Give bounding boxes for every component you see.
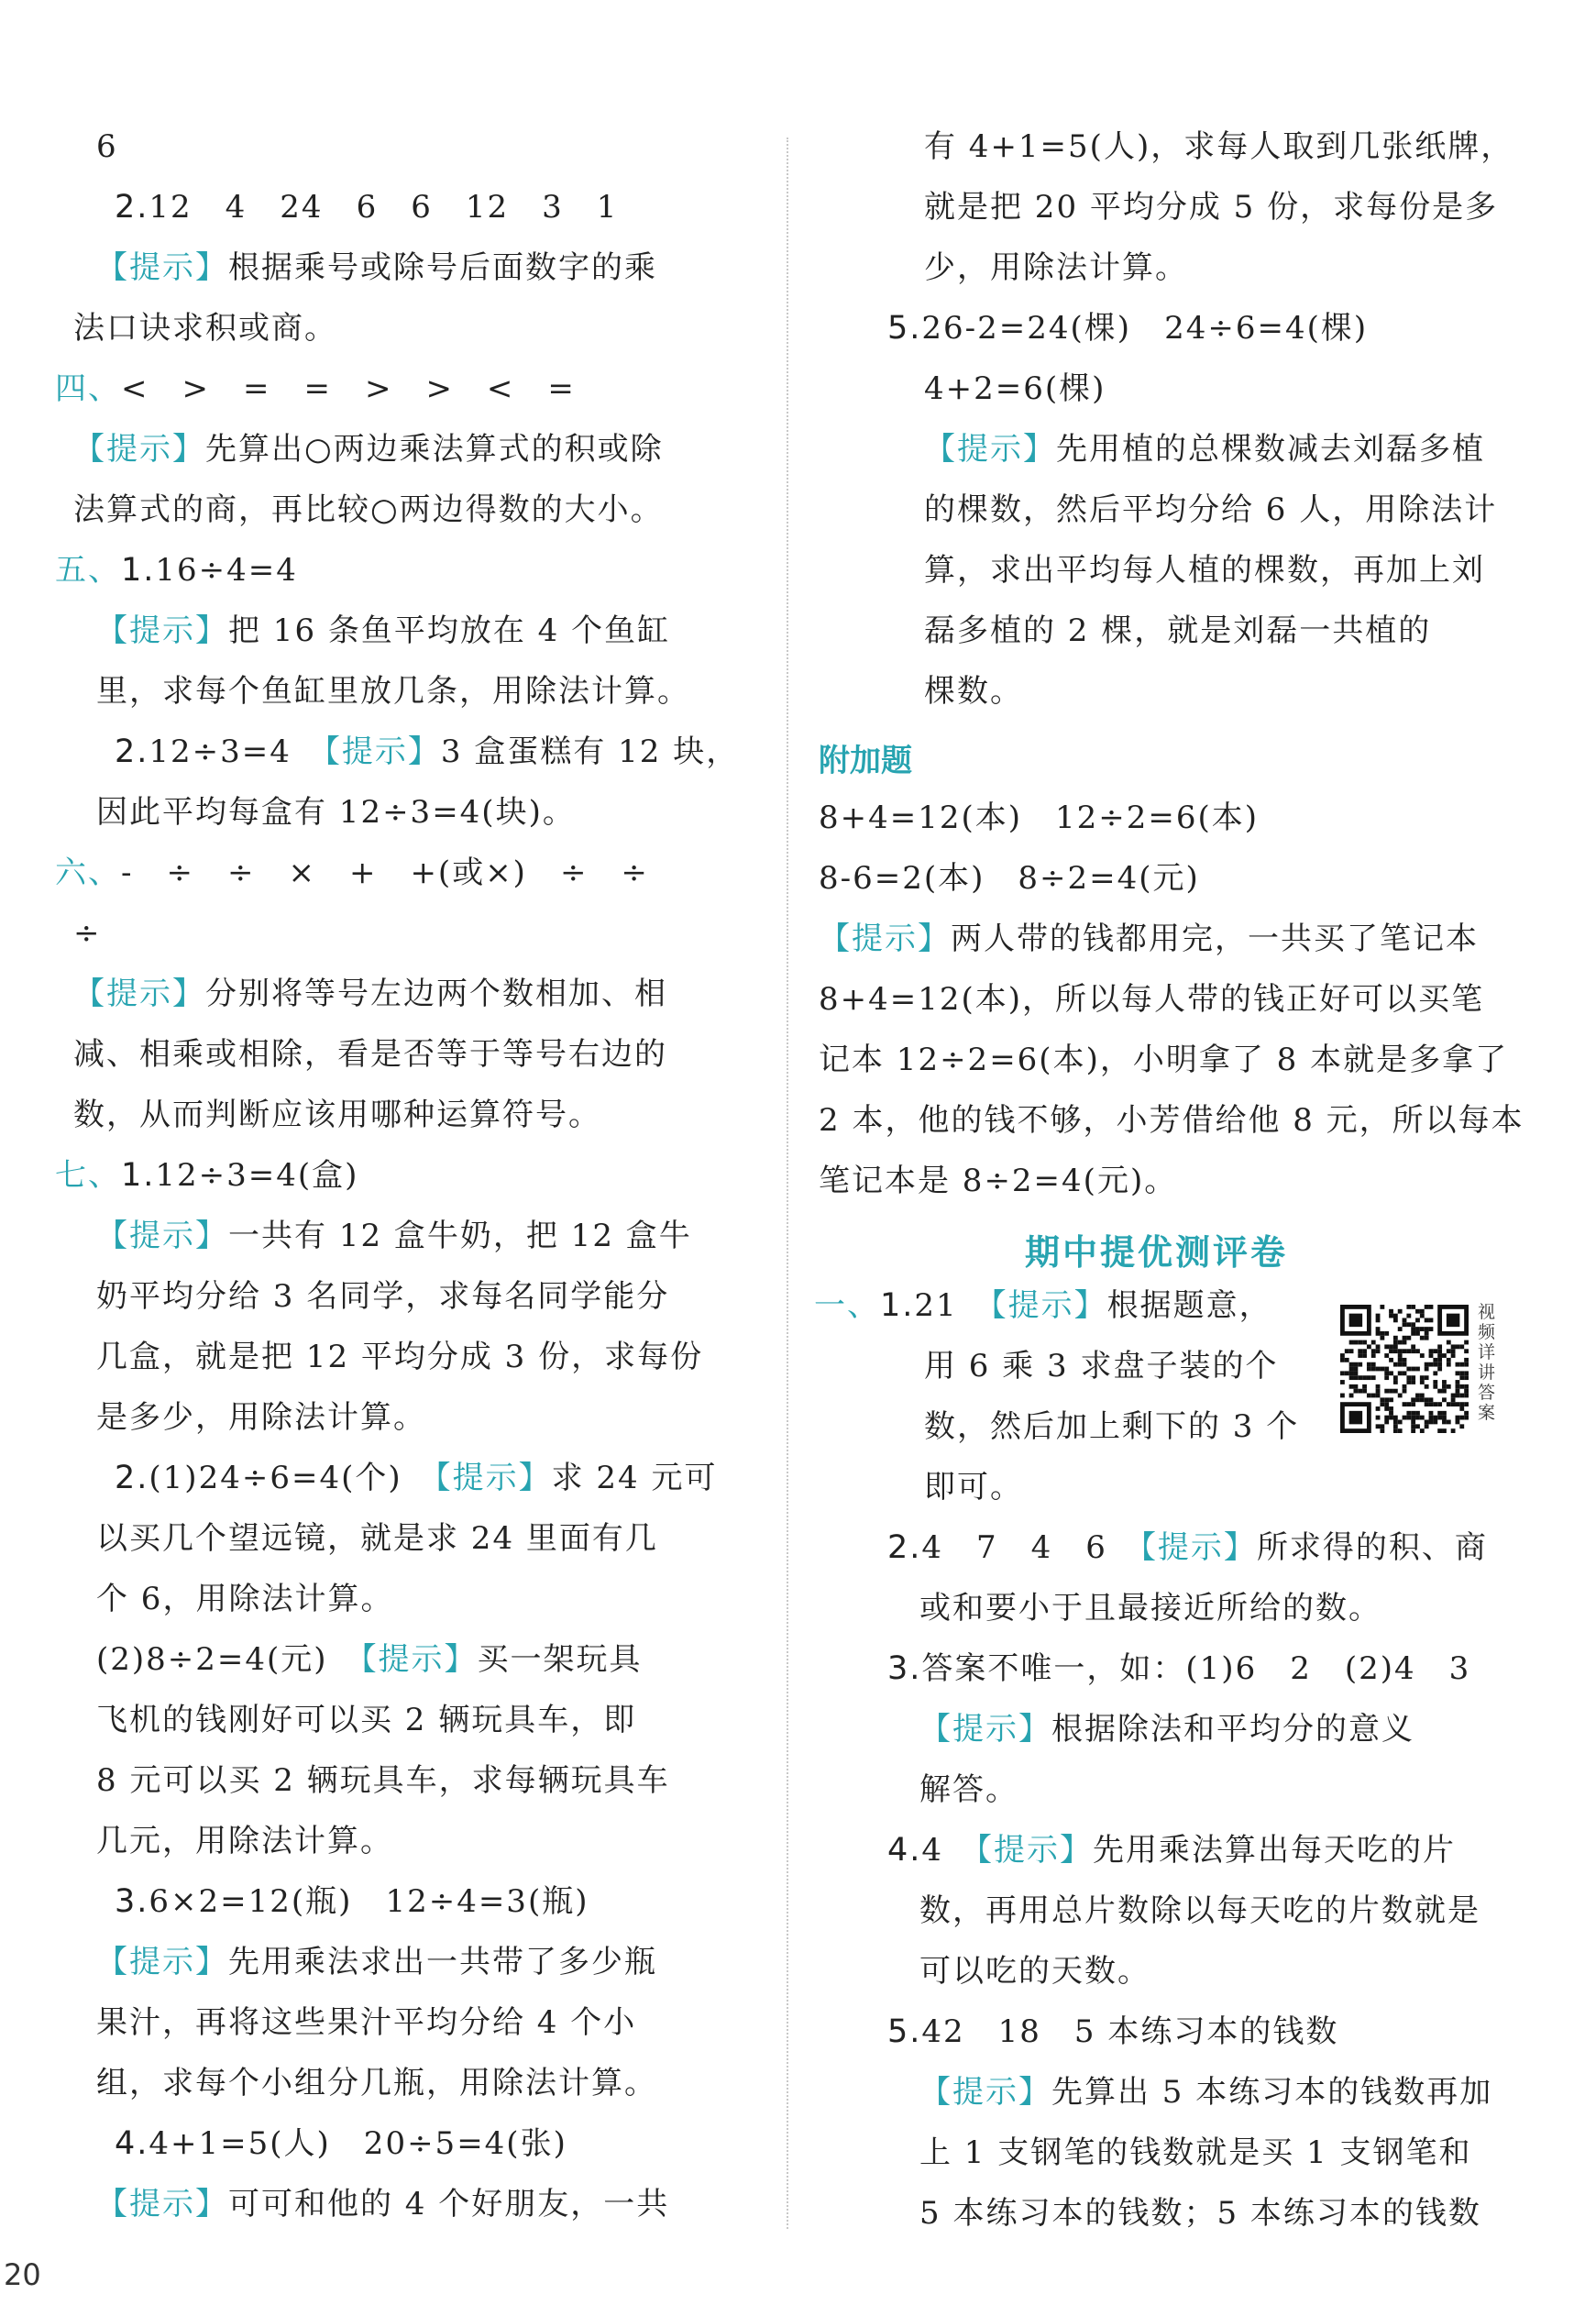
item-number: 4. <box>887 1832 922 1869</box>
answer-line <box>919 1709 1414 1749</box>
answer-text: 组，求每个小组分几瓶，用除法计算。 <box>96 2065 657 2101</box>
answer-line <box>919 2193 1481 2233</box>
item-number: 3. <box>887 1650 922 1687</box>
bonus-heading: 附加题 <box>819 743 912 779</box>
answer-line <box>96 127 118 167</box>
page-number: 20 <box>4 2257 41 2292</box>
answer-line <box>115 187 618 227</box>
answer-line <box>96 1700 636 1740</box>
qr-label: 视频详讲答案 <box>1478 1302 1496 1423</box>
answer-line <box>819 858 1200 899</box>
answer-text: - ÷ ÷ × + +(或×) ÷ ÷ <box>121 855 649 891</box>
hint-tag: 【提示】 <box>919 1711 1051 1748</box>
answer-line <box>96 1397 426 1438</box>
answer-text: 买一架玩具 <box>477 1641 643 1678</box>
hint-tag: 【提示】 <box>1139 1529 1257 1566</box>
answer-line <box>924 1406 1299 1447</box>
answer-text: 12 4 24 6 6 12 3 1 <box>149 189 619 226</box>
answer-text: 数，从而判断应该用哪种运算符号。 <box>73 1097 601 1133</box>
answer-line <box>96 1518 658 1559</box>
answer-line <box>96 1821 393 1861</box>
answer-text: 12÷3=4 <box>149 733 325 770</box>
answer-text: 即可。 <box>924 1469 1023 1505</box>
answer-line <box>924 611 1431 651</box>
hint-tag: 【提示】 <box>96 2186 228 2222</box>
answer-text: 笔记本是 8÷2=4(元)。 <box>819 1163 1178 1199</box>
item-number: 3. <box>115 1883 149 1920</box>
hint-tag: 【提示】 <box>73 431 205 468</box>
answer-line <box>919 2072 1492 2112</box>
answer-text: < > = = > > < = <box>121 370 576 407</box>
answer-line <box>919 1891 1480 1931</box>
answer-text: 4 <box>921 1832 977 1869</box>
answer-line <box>96 2184 669 2224</box>
item-number: 2. <box>115 189 149 226</box>
answer-text: 是多少，用除法计算。 <box>96 1399 426 1436</box>
answer-text: 飞机的钱刚好可以买 2 辆玩具车，即 <box>96 1702 637 1738</box>
answer-text: 以买几个望远镜，就是求 24 里面有几 <box>96 1520 658 1557</box>
answer-text: 法算式的商，再比较○两边得数的大小。 <box>73 491 664 528</box>
answer-line <box>73 490 664 530</box>
answer-text: 8 元可以买 2 辆玩具车，求每辆玩具车 <box>96 1762 670 1799</box>
answer-line <box>819 798 1259 838</box>
answer-line <box>819 979 1484 1020</box>
answer-line <box>96 2002 636 2043</box>
answer-line <box>96 1276 669 1317</box>
qr-code-icon[interactable] <box>1340 1305 1469 1433</box>
section-marker: 五、 <box>55 552 121 589</box>
answer-text: 有 4+1=5(人)，求每人取到几张纸牌， <box>924 128 1514 165</box>
section-marker: 四、 <box>55 370 121 407</box>
section-marker: 六、 <box>55 855 121 891</box>
answer-line <box>887 1649 1470 1689</box>
answer-text: 记本 12÷2=6(本)，小明拿了 8 本就是多拿了 <box>819 1042 1509 1078</box>
answer-line <box>924 671 1023 711</box>
answer-text: 根据除法和平均分的意义 <box>1051 1711 1414 1748</box>
answer-text: (1)24÷6=4(个) <box>149 1460 435 1496</box>
answer-text: 42 18 5 本练习本的钱数 <box>921 2013 1339 2050</box>
answer-text: 算，求出平均每人植的棵数，再加上刘 <box>924 552 1485 589</box>
answer-line <box>887 1527 1488 1568</box>
answer-line <box>96 1639 643 1680</box>
answer-text: 或和要小于且最接近所给的数。 <box>919 1590 1381 1627</box>
answer-text: 4 7 4 6 <box>921 1529 1140 1566</box>
item-number: 2. <box>115 1460 149 1496</box>
answer-text: 法口诀求积或商。 <box>73 310 337 347</box>
answer-text: 分别将等号左边两个数相加、相 <box>205 976 667 1012</box>
answer-line <box>115 1881 589 1922</box>
answer-text: 3 盒蛋糕有 12 块， <box>440 733 740 770</box>
answer-line <box>96 1942 657 1982</box>
answer-line <box>887 2012 1338 2052</box>
answer-text: 解答。 <box>919 1771 1018 1808</box>
answer-text: 数，然后加上剩下的 3 个 <box>924 1408 1300 1445</box>
answer-text: 的棵数，然后平均分给 6 人，用除法计 <box>924 491 1498 528</box>
answer-line <box>96 1760 670 1801</box>
answer-text: 棵数。 <box>924 673 1023 710</box>
section-marker: 七、 <box>55 1157 121 1194</box>
answer-line <box>115 1458 718 1498</box>
answer-line <box>924 369 1106 409</box>
answer-text: 21 <box>914 1287 991 1324</box>
answer-line <box>115 2123 567 2164</box>
hint-tag: 【提示】 <box>96 612 228 649</box>
answer-text: 6×2=12(瓶) 12÷4=3(瓶) <box>149 1883 589 1920</box>
item-number: 5. <box>887 2013 922 2050</box>
answer-line <box>55 369 576 409</box>
answer-text: 两人带的钱都用完，一共买了笔记本 <box>951 921 1479 957</box>
exam-title: 期中提优测评卷 <box>1025 1232 1289 1273</box>
hint-tag: 【提示】 <box>976 1832 1094 1869</box>
answer-line <box>73 1034 667 1075</box>
answer-line <box>924 127 1513 167</box>
answer-line <box>924 248 1188 288</box>
answer-line <box>924 1346 1279 1386</box>
answer-line <box>919 1588 1381 1628</box>
answer-text: 里，求每个鱼缸里放几条，用除法计算。 <box>96 673 690 710</box>
answer-text: 16÷4=4 <box>155 552 298 589</box>
answer-text: 根据乘号或除号后面数字的乘 <box>228 249 657 286</box>
answer-text: 所求得的积、商 <box>1256 1529 1488 1566</box>
answer-line <box>96 1337 703 1377</box>
answer-line <box>819 1161 1177 1201</box>
section-marker: 一、 <box>814 1287 880 1324</box>
answer-line <box>96 792 576 833</box>
answer-text: 求 24 元可 <box>551 1460 718 1496</box>
answer-line <box>73 974 667 1014</box>
answer-text: 4+2=6(棵) <box>924 370 1106 407</box>
answer-line <box>96 1579 393 1619</box>
answer-text: 8-6=2(本) 8÷2=4(元) <box>819 860 1200 897</box>
answer-text: 先用植的总棵数减去刘磊多植 <box>1056 431 1485 468</box>
answer-line <box>924 429 1485 469</box>
answer-text: 12÷3=4(盒) <box>155 1157 359 1194</box>
answer-text: 因此平均每盒有 12÷3=4(块)。 <box>96 794 576 831</box>
answer-line <box>96 248 657 288</box>
answer-line <box>96 671 690 711</box>
answer-text: 26-2=24(棵) 24÷6=4(棵) <box>921 310 1369 347</box>
answer-text: 2 本，他的钱不够，小芳借给他 8 元，所以每本 <box>819 1102 1524 1139</box>
answer-text: 把 16 条鱼平均放在 4 个鱼缸 <box>228 612 671 649</box>
answer-line <box>55 853 649 893</box>
answer-text: 先用乘法求出一共带了多少瓶 <box>228 1944 657 1980</box>
hint-tag: 【提示】 <box>990 1287 1107 1324</box>
answer-text: ÷ <box>73 915 102 952</box>
answer-text: 果汁，再将这些果汁平均分给 4 个小 <box>96 2004 637 2041</box>
hint-tag: 【提示】 <box>819 921 951 957</box>
answer-text: 先用乘法算出每天吃的片 <box>1093 1832 1457 1869</box>
answer-line <box>887 308 1368 348</box>
item-number: 1. <box>880 1287 915 1324</box>
hint-tag: 【提示】 <box>96 249 228 286</box>
answer-line <box>924 1467 1023 1507</box>
answer-text: 奶平均分给 3 名同学，求每名同学能分 <box>96 1278 670 1315</box>
item-number: 1. <box>121 552 156 589</box>
hint-tag: 【提示】 <box>360 1641 478 1678</box>
answer-text: 答案不唯一，如：(1)6 2 (2)4 3 <box>921 1650 1471 1687</box>
answer-line <box>919 1770 1018 1810</box>
hint-tag: 【提示】 <box>96 1218 228 1254</box>
answer-text: 几元，用除法计算。 <box>96 1823 393 1859</box>
answer-line <box>96 611 670 651</box>
answer-line <box>819 1100 1524 1141</box>
hint-tag: 【提示】 <box>96 1944 228 1980</box>
answer-text: 可以吃的天数。 <box>919 1953 1150 1990</box>
answer-text: 几盒，就是把 12 平均分成 3 份，求每份 <box>96 1339 704 1375</box>
answer-text: 减、相乘或相除，看是否等于等号右边的 <box>73 1036 667 1073</box>
answer-line <box>814 1285 1272 1326</box>
item-number: 2. <box>887 1529 922 1566</box>
answer-line <box>73 913 102 954</box>
answer-text: 6 <box>96 128 118 165</box>
answer-line <box>55 550 298 590</box>
answer-line <box>819 919 1479 959</box>
answer-text: 4+1=5(人) 20÷5=4(张) <box>149 2125 567 2162</box>
answer-text: 上 1 支钢笔的钱数就是买 1 支钢笔和 <box>919 2134 1472 2171</box>
answer-text: 数，再用总片数除以每天吃的片数就是 <box>919 1892 1480 1929</box>
answer-text: 5 本练习本的钱数；5 本练习本的钱数 <box>919 2195 1481 2232</box>
answer-text: (2)8÷2=4(元) <box>96 1641 361 1678</box>
answer-line <box>924 550 1485 590</box>
hint-tag: 【提示】 <box>435 1460 552 1496</box>
answer-text: 就是把 20 平均分成 5 份，求每份是多 <box>924 189 1499 226</box>
answer-text: 可可和他的 4 个好朋友，一共 <box>228 2186 670 2222</box>
answer-line <box>55 1155 358 1196</box>
hint-tag: 【提示】 <box>919 2074 1051 2111</box>
hint-tag: 【提示】 <box>324 733 441 770</box>
answer-line <box>73 429 664 469</box>
answer-text: 磊多植的 2 棵，就是刘磊一共植的 <box>924 612 1432 649</box>
item-number: 5. <box>887 310 922 347</box>
answer-text: 个 6，用除法计算。 <box>96 1581 394 1617</box>
item-number: 1. <box>121 1157 156 1194</box>
answer-line <box>96 1216 692 1256</box>
hint-tag: 【提示】 <box>924 431 1056 468</box>
answer-text: 8+4=12(本)，所以每人带的钱正好可以买笔 <box>819 981 1485 1018</box>
answer-line <box>115 732 739 772</box>
item-number: 2. <box>115 733 149 770</box>
answer-line <box>919 1951 1150 1991</box>
answer-line <box>924 490 1497 530</box>
answer-text: 根据题意， <box>1106 1287 1272 1324</box>
answer-text: 先算出○两边乘法算式的积或除 <box>205 431 664 468</box>
answer-text: 用 6 乘 3 求盘子装的个 <box>924 1348 1279 1384</box>
answer-line <box>73 1095 601 1135</box>
answer-text: 少，用除法计算。 <box>924 249 1188 286</box>
answer-line <box>819 1040 1508 1080</box>
answer-text: 8+4=12(本) 12÷2=6(本) <box>819 800 1260 836</box>
answer-line <box>924 187 1498 227</box>
answer-line <box>919 2133 1472 2173</box>
answer-line <box>887 1830 1456 1870</box>
answer-text: 一共有 12 盒牛奶，把 12 盒牛 <box>228 1218 692 1254</box>
answer-line <box>96 2063 657 2103</box>
answer-line <box>73 308 337 348</box>
column-divider <box>787 138 788 2229</box>
item-number: 4. <box>115 2125 149 2162</box>
hint-tag: 【提示】 <box>73 976 205 1012</box>
answer-text: 先算出 5 本练习本的钱数再加 <box>1051 2074 1493 2111</box>
